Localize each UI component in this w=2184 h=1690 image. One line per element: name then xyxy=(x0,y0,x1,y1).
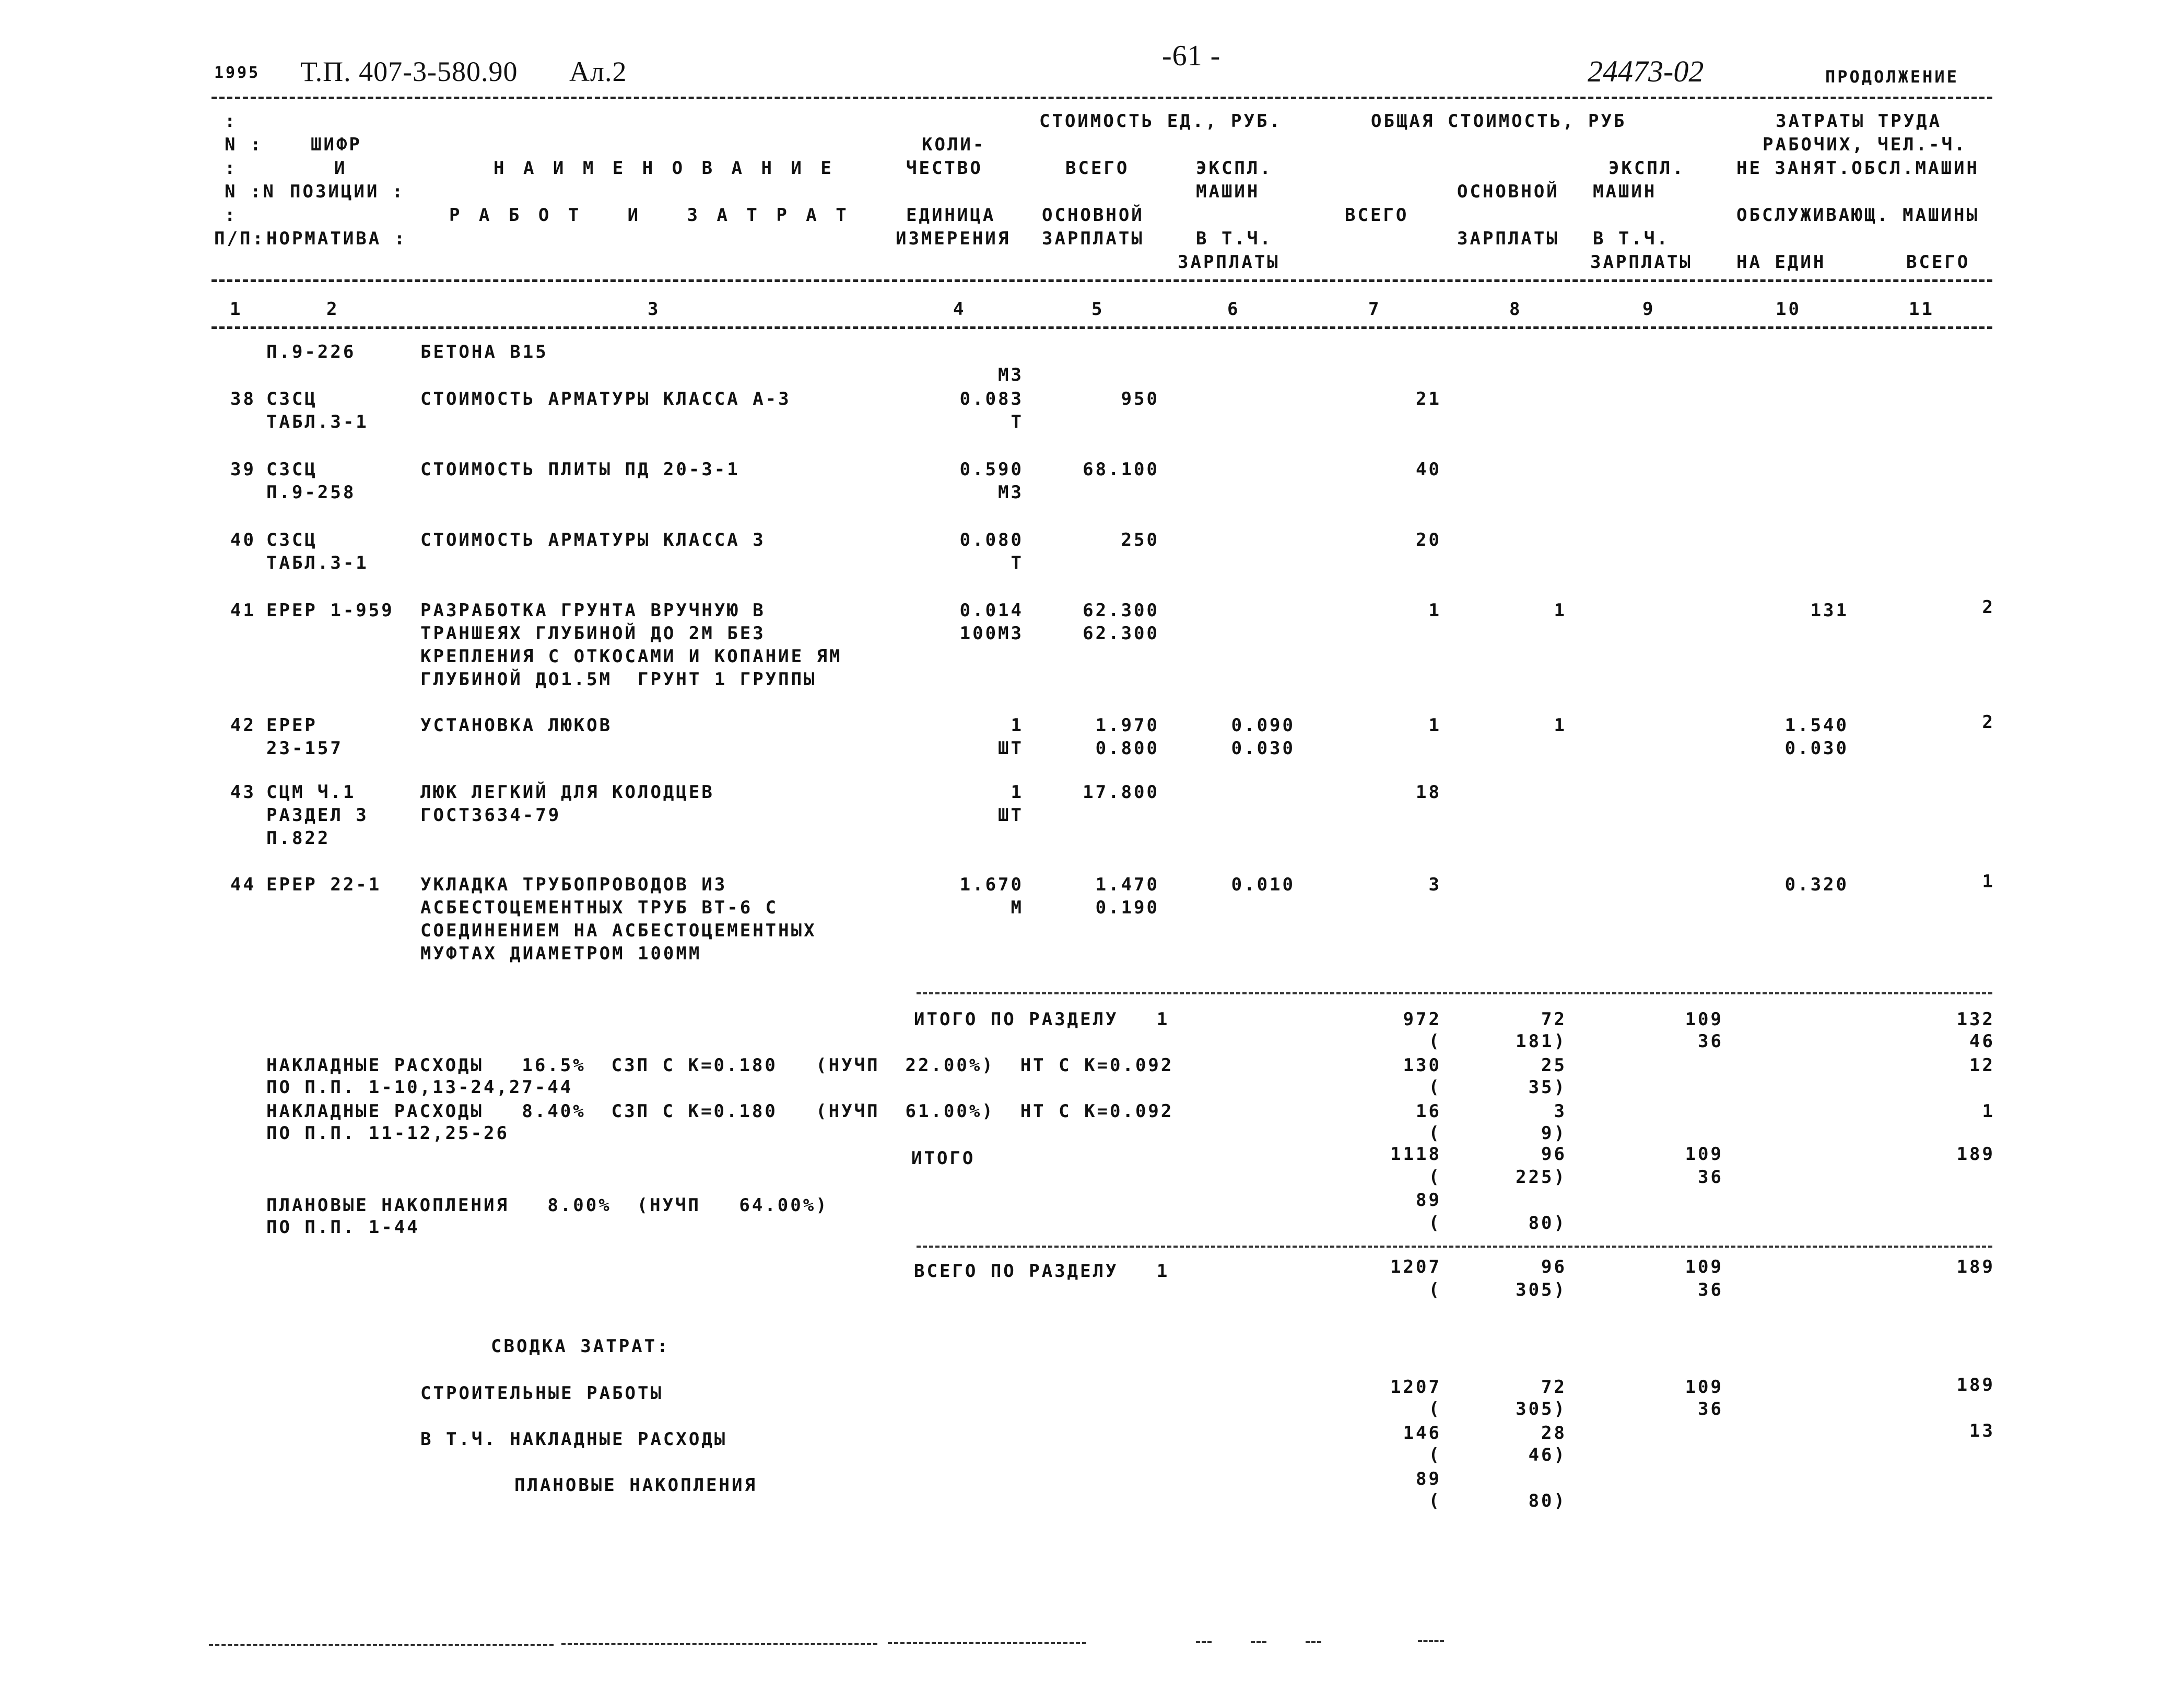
row-name: КРЕПЛЕНИЯ С ОТКОСАМИ И КОПАНИЕ ЯМ xyxy=(420,646,842,667)
column-number: 8 xyxy=(1509,299,1522,320)
header-qty-line-1: ЧЕСТВО xyxy=(906,158,983,179)
summary-total-paren: ( xyxy=(1428,1167,1441,1188)
row-quantity: 0.590 xyxy=(959,459,1024,480)
row-code: СЗСЦ xyxy=(266,389,318,409)
summary-labor-2: 46 xyxy=(1969,1031,1995,1052)
overhead-labor: 1 xyxy=(1982,1101,1995,1122)
row-name: ЛЮК ЛЕГКИЙ ДЛЯ КОЛОДЦЕВ xyxy=(420,782,714,803)
svodka-labor: 189 xyxy=(1956,1375,1995,1395)
header-bottom-rule xyxy=(212,279,1992,282)
row-name: УКЛАДКА ТРУБОПРОВОДОВ ИЗ xyxy=(420,874,727,895)
row-code: ТАБЛ.3-1 xyxy=(266,553,369,573)
row-number: 42 xyxy=(230,715,256,736)
row-number: 41 xyxy=(230,600,256,621)
row-unit-total: 1.470 xyxy=(1095,874,1159,895)
row-name: РАЗРАБОТКА ГРУНТА ВРУЧНУЮ В xyxy=(420,600,766,621)
column-number: 11 xyxy=(1909,299,1934,320)
row-number: 43 xyxy=(230,782,256,803)
row-code: ТАБЛ.3-1 xyxy=(266,412,369,432)
page-footer-rule xyxy=(1196,1641,1212,1643)
summary-salary: 72 xyxy=(1541,1009,1567,1030)
row-name: МУФТАХ ДИАМЕТРОМ 100ММ xyxy=(420,943,702,964)
svodka-salary-paren: 80) xyxy=(1528,1491,1567,1511)
row-quantity: 0.014 xyxy=(959,600,1024,621)
row-name: БЕТОНА В15 xyxy=(420,342,548,362)
header-col2-line-1: ШИФР xyxy=(311,134,362,155)
row-salary: 1 xyxy=(1554,600,1567,621)
row-total: 18 xyxy=(1416,782,1441,803)
row-code: П.822 xyxy=(266,828,331,849)
svodka-total: 89 xyxy=(1416,1469,1441,1489)
summary-mach-2: 36 xyxy=(1698,1167,1723,1188)
svodka-total-paren: ( xyxy=(1428,1445,1441,1465)
row-total: 3 xyxy=(1428,874,1441,895)
svodka-title: СВОДКА ЗАТРАТ: xyxy=(491,1336,670,1357)
summary-label: ИТОГО xyxy=(911,1148,976,1169)
row-quantity: 100М3 xyxy=(959,623,1024,644)
header-total-cost: ОБЩАЯ СТОИМОСТЬ, РУБ xyxy=(1371,111,1627,132)
doc-code: Т.П. 407-3-580.90 xyxy=(300,56,518,87)
overhead-salary-paren: 9) xyxy=(1541,1123,1567,1144)
svodka-label: В Т.Ч. НАКЛАДНЫЕ РАСХОДЫ xyxy=(420,1429,727,1450)
svodka-salary-paren: 305) xyxy=(1516,1399,1567,1419)
page-number: -61 - xyxy=(1162,40,1221,72)
row-number: 39 xyxy=(230,459,256,480)
summary-salary: 96 xyxy=(1541,1257,1567,1277)
header-col1-line-3: N :N xyxy=(225,181,276,202)
overhead-label: НАКЛАДНЫЕ РАСХОДЫ 8.40% СЗП С К=0.180 (НУЧП 61.00%) НТ С К=0.092 xyxy=(266,1101,1174,1122)
row-unit-total: 0.800 xyxy=(1095,738,1159,759)
header-unit-mach-0: ЭКСПЛ. xyxy=(1196,158,1273,179)
row-name: СТОИМОСТЬ ПЛИТЫ ПД 20-3-1 xyxy=(420,459,740,480)
row-name: СТОИМОСТЬ АРМАТУРЫ КЛАССА 3 xyxy=(420,530,766,550)
header-labor-2: НЕ ЗАНЯТ.ОБСЛ.МАШИН xyxy=(1736,158,1979,179)
continuation-label: ПРОДОЛЖЕНИЕ xyxy=(1825,67,1959,87)
row-unit-total: 250 xyxy=(1121,530,1159,550)
row-name: СОЕДИНЕНИЕМ НА АСБЕСТОЦЕМЕНТНЫХ xyxy=(420,920,817,941)
header-unit-salary-1: ЗАРПЛАТЫ xyxy=(1042,228,1144,249)
header-col1-line-2: : xyxy=(225,158,238,179)
summary-labor: 132 xyxy=(1956,1009,1995,1030)
header-labor-total: ВСЕГО xyxy=(1906,252,1970,273)
summary-mach-2: 36 xyxy=(1698,1280,1723,1300)
row-unit-machines: 0.010 xyxy=(1231,874,1295,895)
planned-scope: ПО П.П. 1-44 xyxy=(266,1217,420,1238)
row-quantity: 1 xyxy=(1011,715,1024,736)
planned-salary-paren: 80) xyxy=(1528,1213,1567,1234)
header-total-all: ВСЕГО xyxy=(1345,205,1409,226)
row-quantity: М xyxy=(1011,897,1024,918)
svodka-salary: 28 xyxy=(1541,1423,1567,1443)
header-unit-salary-0: ОСНОВНОЙ xyxy=(1042,205,1144,226)
summary-total-paren: ( xyxy=(1428,1280,1441,1300)
summary-total: 1118 xyxy=(1390,1144,1441,1165)
row-code: 23-157 xyxy=(266,738,343,759)
document-stamp: 24473-02 xyxy=(1588,54,1704,88)
overhead-total: 16 xyxy=(1416,1101,1441,1122)
row-name: АСБЕСТОЦЕМЕНТНЫХ ТРУБ ВТ-6 С xyxy=(420,897,779,918)
row-total: 1 xyxy=(1428,715,1441,736)
row-labor-total: 1 xyxy=(1982,871,1995,892)
row-unit-total: 62.300 xyxy=(1083,600,1159,621)
row-quantity: 1 xyxy=(1011,782,1024,803)
summary-mach: 109 xyxy=(1685,1144,1723,1165)
column-number: 3 xyxy=(648,299,661,320)
header-top-rule xyxy=(212,97,1992,99)
header-labor-service: ОБСЛУЖИВАЮЩ. МАШИНЫ xyxy=(1736,205,1979,226)
column-number: 6 xyxy=(1227,299,1240,320)
summary-mach: 109 xyxy=(1685,1009,1723,1030)
page-footer-rule xyxy=(1306,1641,1321,1643)
row-unit-total: 68.100 xyxy=(1083,459,1159,480)
summary-salary-paren: 225) xyxy=(1516,1167,1567,1188)
row-unit-total: 950 xyxy=(1121,389,1159,409)
row-quantity: М3 xyxy=(998,365,1024,385)
album-label: Ал.2 xyxy=(569,56,627,87)
overhead-scope: ПО П.П. 11-12,25-26 xyxy=(266,1123,509,1144)
overhead-label: НАКЛАДНЫЕ РАСХОДЫ 16.5% СЗП С К=0.180 (НУЧП 22.00%) НТ С К=0.092 xyxy=(266,1055,1174,1076)
row-unit-machines: 0.090 xyxy=(1231,715,1295,736)
summary-mach: 109 xyxy=(1685,1257,1723,1277)
row-quantity: ШТ xyxy=(998,805,1024,826)
row-quantity: 0.083 xyxy=(959,389,1024,409)
page-footer-rule xyxy=(888,1642,1086,1644)
row-unit-total: 62.300 xyxy=(1083,623,1159,644)
header-qty-line-3: ИЗМЕРЕНИЯ xyxy=(896,228,1011,249)
column-number: 4 xyxy=(953,299,966,320)
header-col1-line-0: : xyxy=(225,111,238,132)
overhead-scope: ПО П.П. 1-10,13-24,27-44 xyxy=(266,1077,573,1098)
header-labor-1: РАБОЧИХ, ЧЕЛ.-Ч. xyxy=(1763,134,1967,155)
header-col2-line-5: НОРМАТИВА : xyxy=(266,228,407,249)
year-label: 1995 xyxy=(214,64,261,82)
svodka-labor: 13 xyxy=(1969,1421,1995,1441)
row-labor-unit: 1.540 xyxy=(1784,715,1849,736)
row-quantity: Т xyxy=(1011,412,1024,432)
row-code: П.9-258 xyxy=(266,482,356,503)
summary-label: ВСЕГО ПО РАЗДЕЛУ 1 xyxy=(914,1261,1170,1282)
overhead-salary-paren: 35) xyxy=(1528,1077,1567,1098)
row-unit-machines: 0.030 xyxy=(1231,738,1295,759)
header-qty-line-0: КОЛИ- xyxy=(922,134,986,155)
header-labor-unit: НА ЕДИН xyxy=(1736,252,1826,273)
header-unit-cost: СТОИМОСТЬ ЕД., РУБ. xyxy=(1039,111,1282,132)
header-col1-line-5: П/П: xyxy=(214,228,265,249)
column-number: 9 xyxy=(1642,299,1655,320)
row-number: 44 xyxy=(230,874,256,895)
header-unit-mach-3: ЗАРПЛАТЫ xyxy=(1178,252,1280,273)
row-code: ЕРЕР 22-1 xyxy=(266,874,382,895)
summary-salary-paren: 305) xyxy=(1516,1280,1567,1300)
planned-total: 89 xyxy=(1416,1190,1441,1211)
row-code: ЕРЕР xyxy=(266,715,318,736)
header-name-bottom: Р А Б О Т И З А Т Р А Т xyxy=(449,205,851,226)
overhead-total-paren: ( xyxy=(1428,1077,1441,1098)
page-footer-rule xyxy=(1251,1641,1266,1643)
summary-label: ИТОГО ПО РАЗДЕЛУ 1 xyxy=(914,1009,1170,1030)
row-unit-total: 1.970 xyxy=(1095,715,1159,736)
column-number: 5 xyxy=(1091,299,1105,320)
row-labor-total: 2 xyxy=(1982,597,1995,618)
row-labor-total: 2 xyxy=(1982,712,1995,733)
column-number: 2 xyxy=(326,299,339,320)
svodka-mach: 109 xyxy=(1685,1377,1723,1398)
row-quantity: Т xyxy=(1011,553,1024,573)
row-unit-total: 17.800 xyxy=(1083,782,1159,803)
header-unit-mach-1: МАШИН xyxy=(1196,181,1260,202)
header-total-salary-0: ОСНОВНОЙ xyxy=(1457,181,1559,202)
header-name-top: Н А И М Е Н О В А Н И Е xyxy=(494,158,836,179)
row-number: 38 xyxy=(230,389,256,409)
header-total-mach-2: В Т.Ч. xyxy=(1593,228,1670,249)
page-footer-rule xyxy=(1418,1640,1444,1642)
row-total: 1 xyxy=(1428,600,1441,621)
svodka-total-paren: ( xyxy=(1428,1399,1441,1419)
header-total-mach-1: МАШИН xyxy=(1593,181,1657,202)
row-number: 40 xyxy=(230,530,256,550)
row-name: ГЛУБИНОЙ ДО1.5М ГРУНТ 1 ГРУППЫ xyxy=(420,669,817,690)
row-code: ЕРЕР 1-959 xyxy=(266,600,394,621)
summary-mach-2: 36 xyxy=(1698,1031,1723,1052)
page-footer-rule xyxy=(209,1644,554,1646)
svodka-mach-2: 36 xyxy=(1698,1399,1723,1419)
row-total: 21 xyxy=(1416,389,1441,409)
row-unit-total: 0.190 xyxy=(1095,897,1159,918)
row-total: 20 xyxy=(1416,530,1441,550)
planned-label: ПЛАНОВЫЕ НАКОПЛЕНИЯ 8.00% (НУЧП 64.00%) xyxy=(266,1195,829,1216)
svodka-total: 146 xyxy=(1403,1423,1441,1443)
overhead-salary: 3 xyxy=(1554,1101,1567,1122)
row-labor-unit: 0.320 xyxy=(1784,874,1849,895)
header-unit-total: ВСЕГО xyxy=(1065,158,1130,179)
summary-salary-paren: 181) xyxy=(1516,1031,1567,1052)
planned-total-paren: ( xyxy=(1428,1213,1441,1234)
summary-labor: 189 xyxy=(1956,1257,1995,1277)
row-code: П.9-226 xyxy=(266,342,356,362)
svodka-label: СТРОИТЕЛЬНЫЕ РАБОТЫ xyxy=(420,1383,663,1404)
header-unit-mach-2: В Т.Ч. xyxy=(1196,228,1273,249)
svodka-label: ПЛАНОВЫЕ НАКОПЛЕНИЯ xyxy=(514,1475,757,1496)
summary-labor: 189 xyxy=(1956,1144,1995,1165)
row-salary: 1 xyxy=(1554,715,1567,736)
summary-top-rule xyxy=(917,992,1992,994)
svodka-total-paren: ( xyxy=(1428,1491,1441,1511)
row-name: СТОИМОСТЬ АРМАТУРЫ КЛАССА А-3 xyxy=(420,389,791,409)
row-name: УСТАНОВКА ЛЮКОВ xyxy=(420,715,613,736)
header-qty-line-2: ЕДИНИЦА xyxy=(906,205,996,226)
row-quantity: ШТ xyxy=(998,738,1024,759)
svodka-total: 1207 xyxy=(1390,1377,1441,1398)
svodka-salary: 72 xyxy=(1541,1377,1567,1398)
column-numbers-rule xyxy=(212,326,1992,329)
summary-total: 1207 xyxy=(1390,1257,1441,1277)
header-col1-line-4: : xyxy=(225,205,238,226)
header-total-mach-3: ЗАРПЛАТЫ xyxy=(1590,252,1693,273)
overhead-total: 130 xyxy=(1403,1055,1441,1076)
header-labor-0: ЗАТРАТЫ ТРУДА xyxy=(1776,111,1942,132)
overhead-total-paren: ( xyxy=(1428,1123,1441,1144)
column-number: 7 xyxy=(1368,299,1381,320)
row-code: СЦМ Ч.1 xyxy=(266,782,356,803)
row-quantity: М3 xyxy=(998,482,1024,503)
overhead-labor: 12 xyxy=(1969,1055,1995,1076)
summary-bottom-rule xyxy=(917,1246,1992,1248)
row-name: ТРАНШЕЯХ ГЛУБИНОЙ ДО 2М БЕЗ xyxy=(420,623,766,644)
header-col2-line-3: ПОЗИЦИИ : xyxy=(290,181,405,202)
page-footer-rule xyxy=(561,1643,877,1645)
svodka-salary-paren: 46) xyxy=(1528,1445,1567,1465)
header-col2-line-2: И xyxy=(334,158,347,179)
row-quantity: 0.080 xyxy=(959,530,1024,550)
overhead-salary: 25 xyxy=(1541,1055,1567,1076)
column-number: 1 xyxy=(230,299,243,320)
row-code: СЗСЦ xyxy=(266,459,318,480)
row-labor-unit: 0.030 xyxy=(1784,738,1849,759)
row-name: ГОСТ3634-79 xyxy=(420,805,561,826)
column-number: 10 xyxy=(1776,299,1801,320)
header-total-mach-0: ЭКСПЛ. xyxy=(1608,158,1685,179)
row-code: СЗСЦ xyxy=(266,530,318,550)
row-total: 40 xyxy=(1416,459,1441,480)
header-total-salary-1: ЗАРПЛАТЫ xyxy=(1457,228,1559,249)
summary-total-paren: ( xyxy=(1428,1031,1441,1052)
row-quantity: 1.670 xyxy=(959,874,1024,895)
header-col1-line-1: N : xyxy=(225,134,263,155)
row-code: РАЗДЕЛ 3 xyxy=(266,805,369,826)
row-labor-unit: 131 xyxy=(1810,600,1849,621)
summary-total: 972 xyxy=(1403,1009,1441,1030)
summary-salary: 96 xyxy=(1541,1144,1567,1165)
